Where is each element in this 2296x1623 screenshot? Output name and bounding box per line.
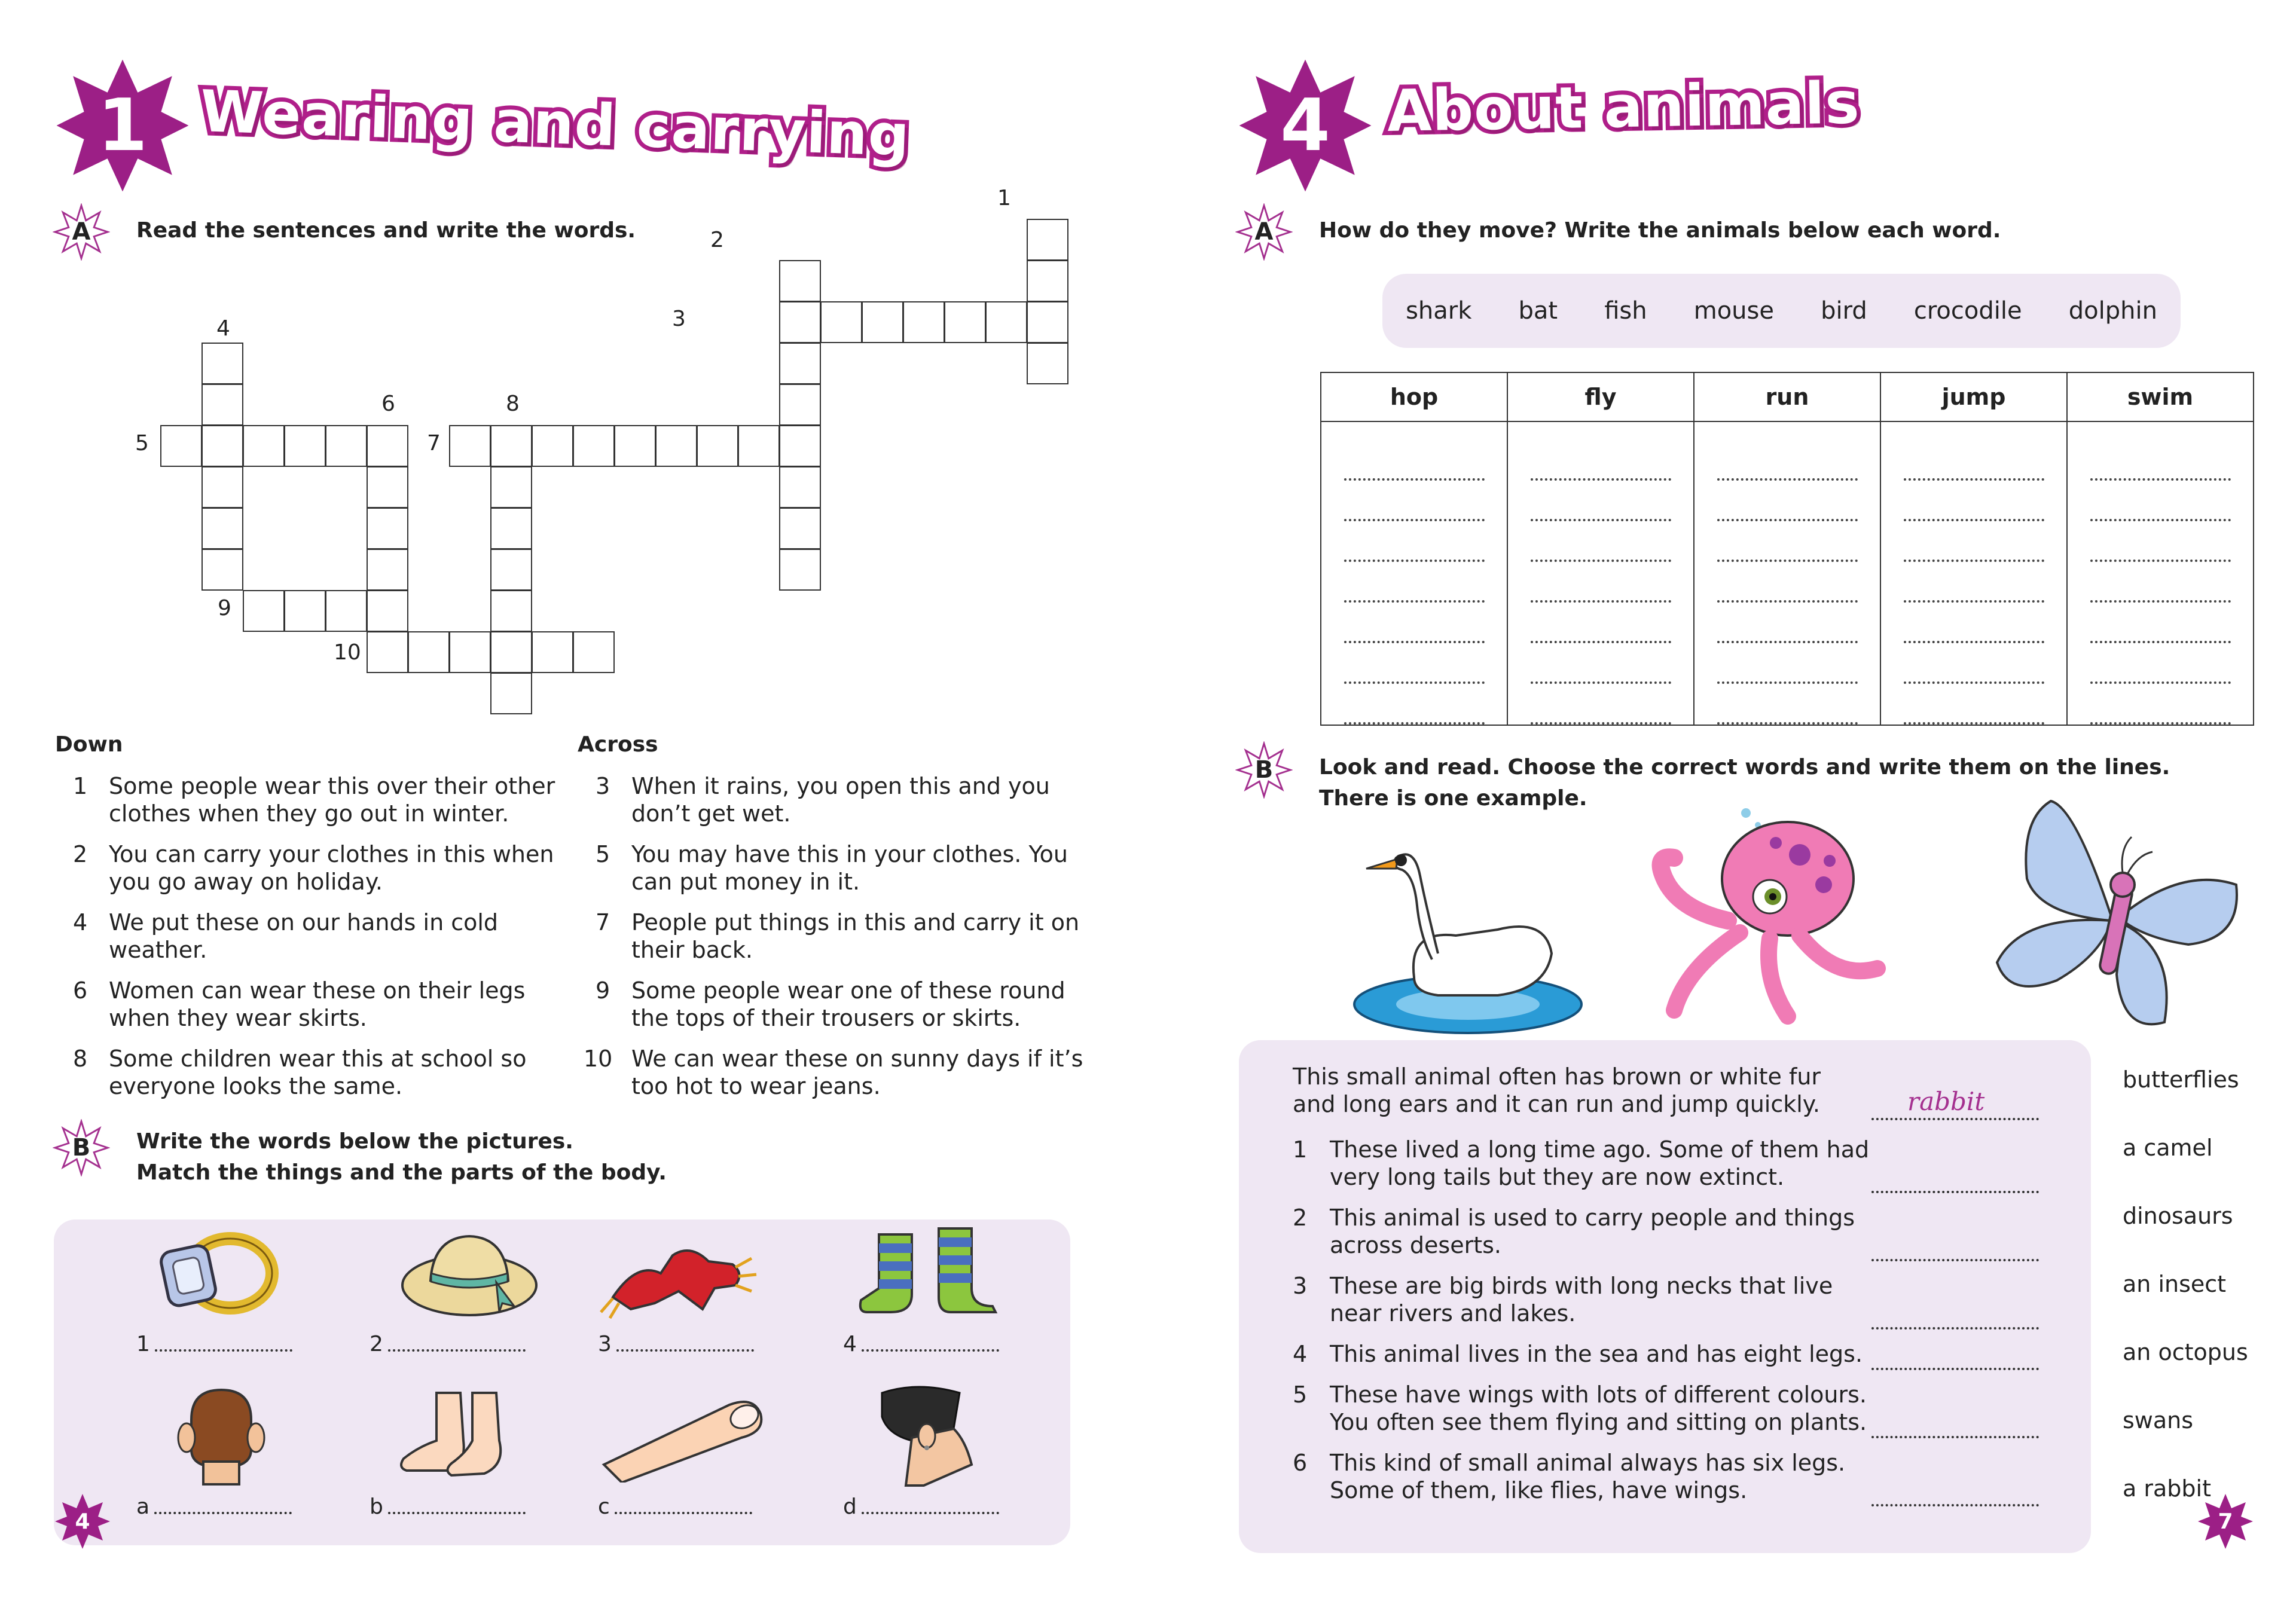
unit-number-star <box>54 57 191 194</box>
octopus-icon <box>1638 801 1889 1031</box>
crossword-cell[interactable] <box>738 425 780 467</box>
body-part-answer-line[interactable]: b <box>370 1494 526 1519</box>
clue-number: 7 <box>427 431 441 456</box>
example-answer: rabbit <box>1907 1087 1985 1116</box>
clue-number: 10 <box>334 640 361 665</box>
page-number-star <box>2196 1491 2255 1551</box>
clue-number: 5 <box>135 431 149 456</box>
animal-word: shark <box>1406 297 1472 325</box>
ear-neck-icon <box>870 1381 990 1491</box>
crossword-cell[interactable] <box>779 301 821 343</box>
across-heading: Across <box>578 732 658 757</box>
crossword-cell[interactable] <box>779 508 821 549</box>
animal-word: bat <box>1518 297 1558 325</box>
word-bank-item: a camel <box>2123 1135 2213 1161</box>
crossword-cell[interactable] <box>1027 343 1068 384</box>
across-clue: 5 You may have this in your clothes. You can put money in it. <box>596 841 1068 895</box>
swan-icon <box>1348 834 1587 1040</box>
ring-icon <box>146 1219 284 1324</box>
page-number: 4 <box>75 1509 90 1534</box>
across-clue: 10 We can wear these on sunny days if it’s too hot to wear jeans. <box>584 1046 1083 1099</box>
crossword-cell[interactable] <box>325 590 367 632</box>
body-part-answer-line[interactable]: c <box>598 1494 752 1519</box>
unit-title: Wearing and carrying <box>199 78 911 170</box>
word-bank-item: a rabbit <box>2123 1475 2211 1502</box>
crossword-cell[interactable] <box>779 260 821 302</box>
clue-number: 9 <box>218 596 231 621</box>
crossword-cell[interactable] <box>408 631 450 673</box>
crossword-cell[interactable] <box>449 425 491 467</box>
clue-number: 2 <box>710 228 724 252</box>
crossword-cell[interactable] <box>573 425 615 467</box>
down-clue: 1 Some people wear this over their other clothes when they go out in winter. <box>73 773 555 827</box>
crossword-cell[interactable] <box>862 301 903 343</box>
column-header: swim <box>2067 372 2254 421</box>
column-header: fly <box>1507 372 1694 421</box>
answer-line[interactable] <box>1871 1368 2039 1370</box>
animal-word: mouse <box>1693 297 1774 325</box>
crossword-cell[interactable] <box>160 425 202 467</box>
butterfly-icon <box>1985 795 2248 1049</box>
question-item: 2 This animal is used to carry people and things across deserts. <box>1293 1205 1855 1258</box>
crossword-cell[interactable] <box>655 425 697 467</box>
crossword-cell[interactable] <box>779 425 821 467</box>
crossword-cell[interactable] <box>367 631 408 673</box>
clue-number: 3 <box>672 307 686 331</box>
crossword-cell[interactable] <box>367 549 408 591</box>
page-number: 7 <box>2218 1509 2233 1534</box>
crossword-cell[interactable] <box>779 384 821 426</box>
unit-number: 4 <box>1280 84 1330 167</box>
crossword-cell[interactable] <box>1027 301 1068 343</box>
animal-word: bird <box>1821 297 1867 325</box>
section-a-badge: A <box>1235 203 1293 261</box>
crossword-cell[interactable] <box>779 343 821 384</box>
crossword-cell[interactable] <box>490 590 532 632</box>
unit-title: About animals <box>1387 69 1861 145</box>
section-a-instruction: Read the sentences and write the words. <box>136 218 636 243</box>
across-clue: 9 Some people wear one of these round the tops of their trousers or skirts. <box>596 977 1065 1031</box>
answer-line[interactable] <box>1871 1259 2039 1261</box>
example-text: This small animal often has brown or white fur and long ears and it can run and jump quickly. <box>1293 1063 1821 1117</box>
section-a-instruction: How do they move? Write the animals below each word. <box>1319 218 2001 243</box>
table-column-lines[interactable] <box>1321 421 1507 725</box>
crossword-cell[interactable] <box>490 466 532 508</box>
crossword-cell[interactable] <box>490 508 532 549</box>
table-column-lines[interactable] <box>1880 421 2067 725</box>
crossword-cell[interactable] <box>367 590 408 632</box>
down-clue: 6 Women can wear these on their legs when they wear skirts. <box>73 977 526 1031</box>
clue-number: 4 <box>216 316 230 341</box>
crossword-cell[interactable] <box>367 508 408 549</box>
crossword-cell[interactable] <box>490 549 532 591</box>
question-item: 5 These have wings with lots of different colours. You often see them flying and sitting on plants. <box>1293 1381 1867 1435</box>
section-b-instruction-2: Match the things and the parts of the body. <box>136 1160 667 1185</box>
section-b-instruction-2: There is one example. <box>1319 786 1587 811</box>
unit-number: 1 <box>97 84 148 167</box>
section-a-badge: A <box>53 203 110 261</box>
column-header: run <box>1694 372 1880 421</box>
across-clue: 3 When it rains, you open this and you don’t get wet. <box>596 773 1050 827</box>
crossword-cell[interactable] <box>325 425 367 467</box>
column-header: jump <box>1880 372 2067 421</box>
movement-table <box>1320 372 2254 726</box>
thing-answer-line[interactable]: 3 <box>598 1332 754 1356</box>
crossword-cell[interactable] <box>944 301 986 343</box>
question-item: 6 This kind of small animal always has six legs. Some of them, like flies, have wings. <box>1293 1450 1846 1503</box>
crossword-cell[interactable] <box>573 631 615 673</box>
column-header: hop <box>1321 372 1507 421</box>
finger-icon <box>598 1387 765 1485</box>
hat-icon <box>398 1225 541 1324</box>
question-item: 1 These lived a long time ago. Some of them had very long tails but they are now extinct. <box>1293 1136 1870 1190</box>
crossword-cell[interactable] <box>201 549 243 591</box>
crossword-cell[interactable] <box>243 590 285 632</box>
word-bank-item: dinosaurs <box>2123 1203 2233 1229</box>
crossword-cell[interactable] <box>449 631 491 673</box>
animal-word: dolphin <box>2068 297 2157 325</box>
crossword-cell[interactable] <box>367 466 408 508</box>
clue-number: 1 <box>997 186 1011 210</box>
crossword-cell[interactable] <box>490 673 532 714</box>
down-clue: 4 We put these on our hands in cold weather. <box>73 909 499 963</box>
crossword-cell[interactable] <box>490 631 532 673</box>
feet-icon <box>395 1387 526 1485</box>
question-item: 3 These are big birds with long necks that live near rivers and lakes. <box>1293 1273 1833 1326</box>
down-heading: Down <box>55 732 123 757</box>
word-bank-item: swans <box>2123 1407 2194 1434</box>
answer-line[interactable] <box>1871 1327 2039 1329</box>
animal-word: fish <box>1604 297 1647 325</box>
across-clue: 7 People put things in this and carry it on their back. <box>596 909 1080 963</box>
clue-number: 6 <box>381 392 395 416</box>
word-bank-item: an octopus <box>2123 1339 2248 1365</box>
crossword-cell[interactable] <box>779 466 821 508</box>
word-bank-item: butterflies <box>2123 1066 2239 1093</box>
crossword-cell[interactable] <box>201 343 243 384</box>
crossword-cell[interactable] <box>697 425 738 467</box>
section-b-badge: B <box>53 1119 110 1176</box>
section-b-instruction-1: Write the words below the pictures. <box>136 1129 573 1154</box>
table-column-lines[interactable] <box>2067 421 2254 725</box>
thing-answer-line[interactable]: 4 <box>843 1332 999 1356</box>
crossword-cell[interactable] <box>201 425 243 467</box>
head-icon <box>173 1384 269 1488</box>
answer-line[interactable] <box>1871 1191 2039 1193</box>
table-column-lines[interactable] <box>1507 421 1694 725</box>
crossword-cell[interactable] <box>201 384 243 426</box>
crossword-cell[interactable] <box>820 301 862 343</box>
crossword-cell[interactable] <box>532 425 573 467</box>
crossword-cell[interactable] <box>367 425 408 467</box>
scarf-icon <box>595 1231 762 1324</box>
crossword-cell[interactable] <box>284 425 326 467</box>
body-part-answer-line[interactable]: a <box>136 1494 292 1519</box>
crossword-cell[interactable] <box>201 508 243 549</box>
crossword-cell[interactable] <box>532 631 573 673</box>
table-column-lines[interactable] <box>1694 421 1880 725</box>
example-answer-line <box>1871 1118 2039 1120</box>
down-clue: 8 Some children wear this at school so everyone looks the same. <box>73 1046 527 1099</box>
animal-word-box <box>1382 274 2181 348</box>
section-b-badge: B <box>1235 741 1293 799</box>
crossword-cell[interactable] <box>1027 219 1068 261</box>
down-clue: 2 You can carry your clothes in this when you go away on holiday. <box>73 841 554 895</box>
animal-word: crocodile <box>1913 297 2022 325</box>
crossword-cell[interactable] <box>243 425 285 467</box>
answer-line[interactable] <box>1871 1436 2039 1438</box>
section-b-instruction-1: Look and read. Choose the correct words and write them on the lines. <box>1319 755 2170 780</box>
crossword-cell[interactable] <box>614 425 656 467</box>
crossword-cell[interactable] <box>490 425 532 467</box>
body-part-answer-line[interactable]: d <box>843 1494 999 1519</box>
crossword-cell[interactable] <box>201 466 243 508</box>
unit-number-star <box>1236 57 1374 194</box>
word-bank-item: an insect <box>2123 1271 2227 1297</box>
thing-answer-line[interactable]: 2 <box>370 1332 526 1356</box>
answer-line[interactable] <box>1871 1504 2039 1506</box>
page-number-star <box>53 1491 112 1551</box>
thing-answer-line[interactable]: 1 <box>136 1332 292 1356</box>
crossword-cell[interactable] <box>284 590 326 632</box>
clue-number: 8 <box>506 392 520 416</box>
socks-icon <box>855 1222 1004 1326</box>
crossword-cell[interactable] <box>1027 260 1068 302</box>
crossword-cell[interactable] <box>985 301 1027 343</box>
question-item: 4 This animal lives in the sea and has eight legs. <box>1293 1341 1863 1367</box>
crossword-cell[interactable] <box>779 549 821 591</box>
crossword-cell[interactable] <box>903 301 945 343</box>
